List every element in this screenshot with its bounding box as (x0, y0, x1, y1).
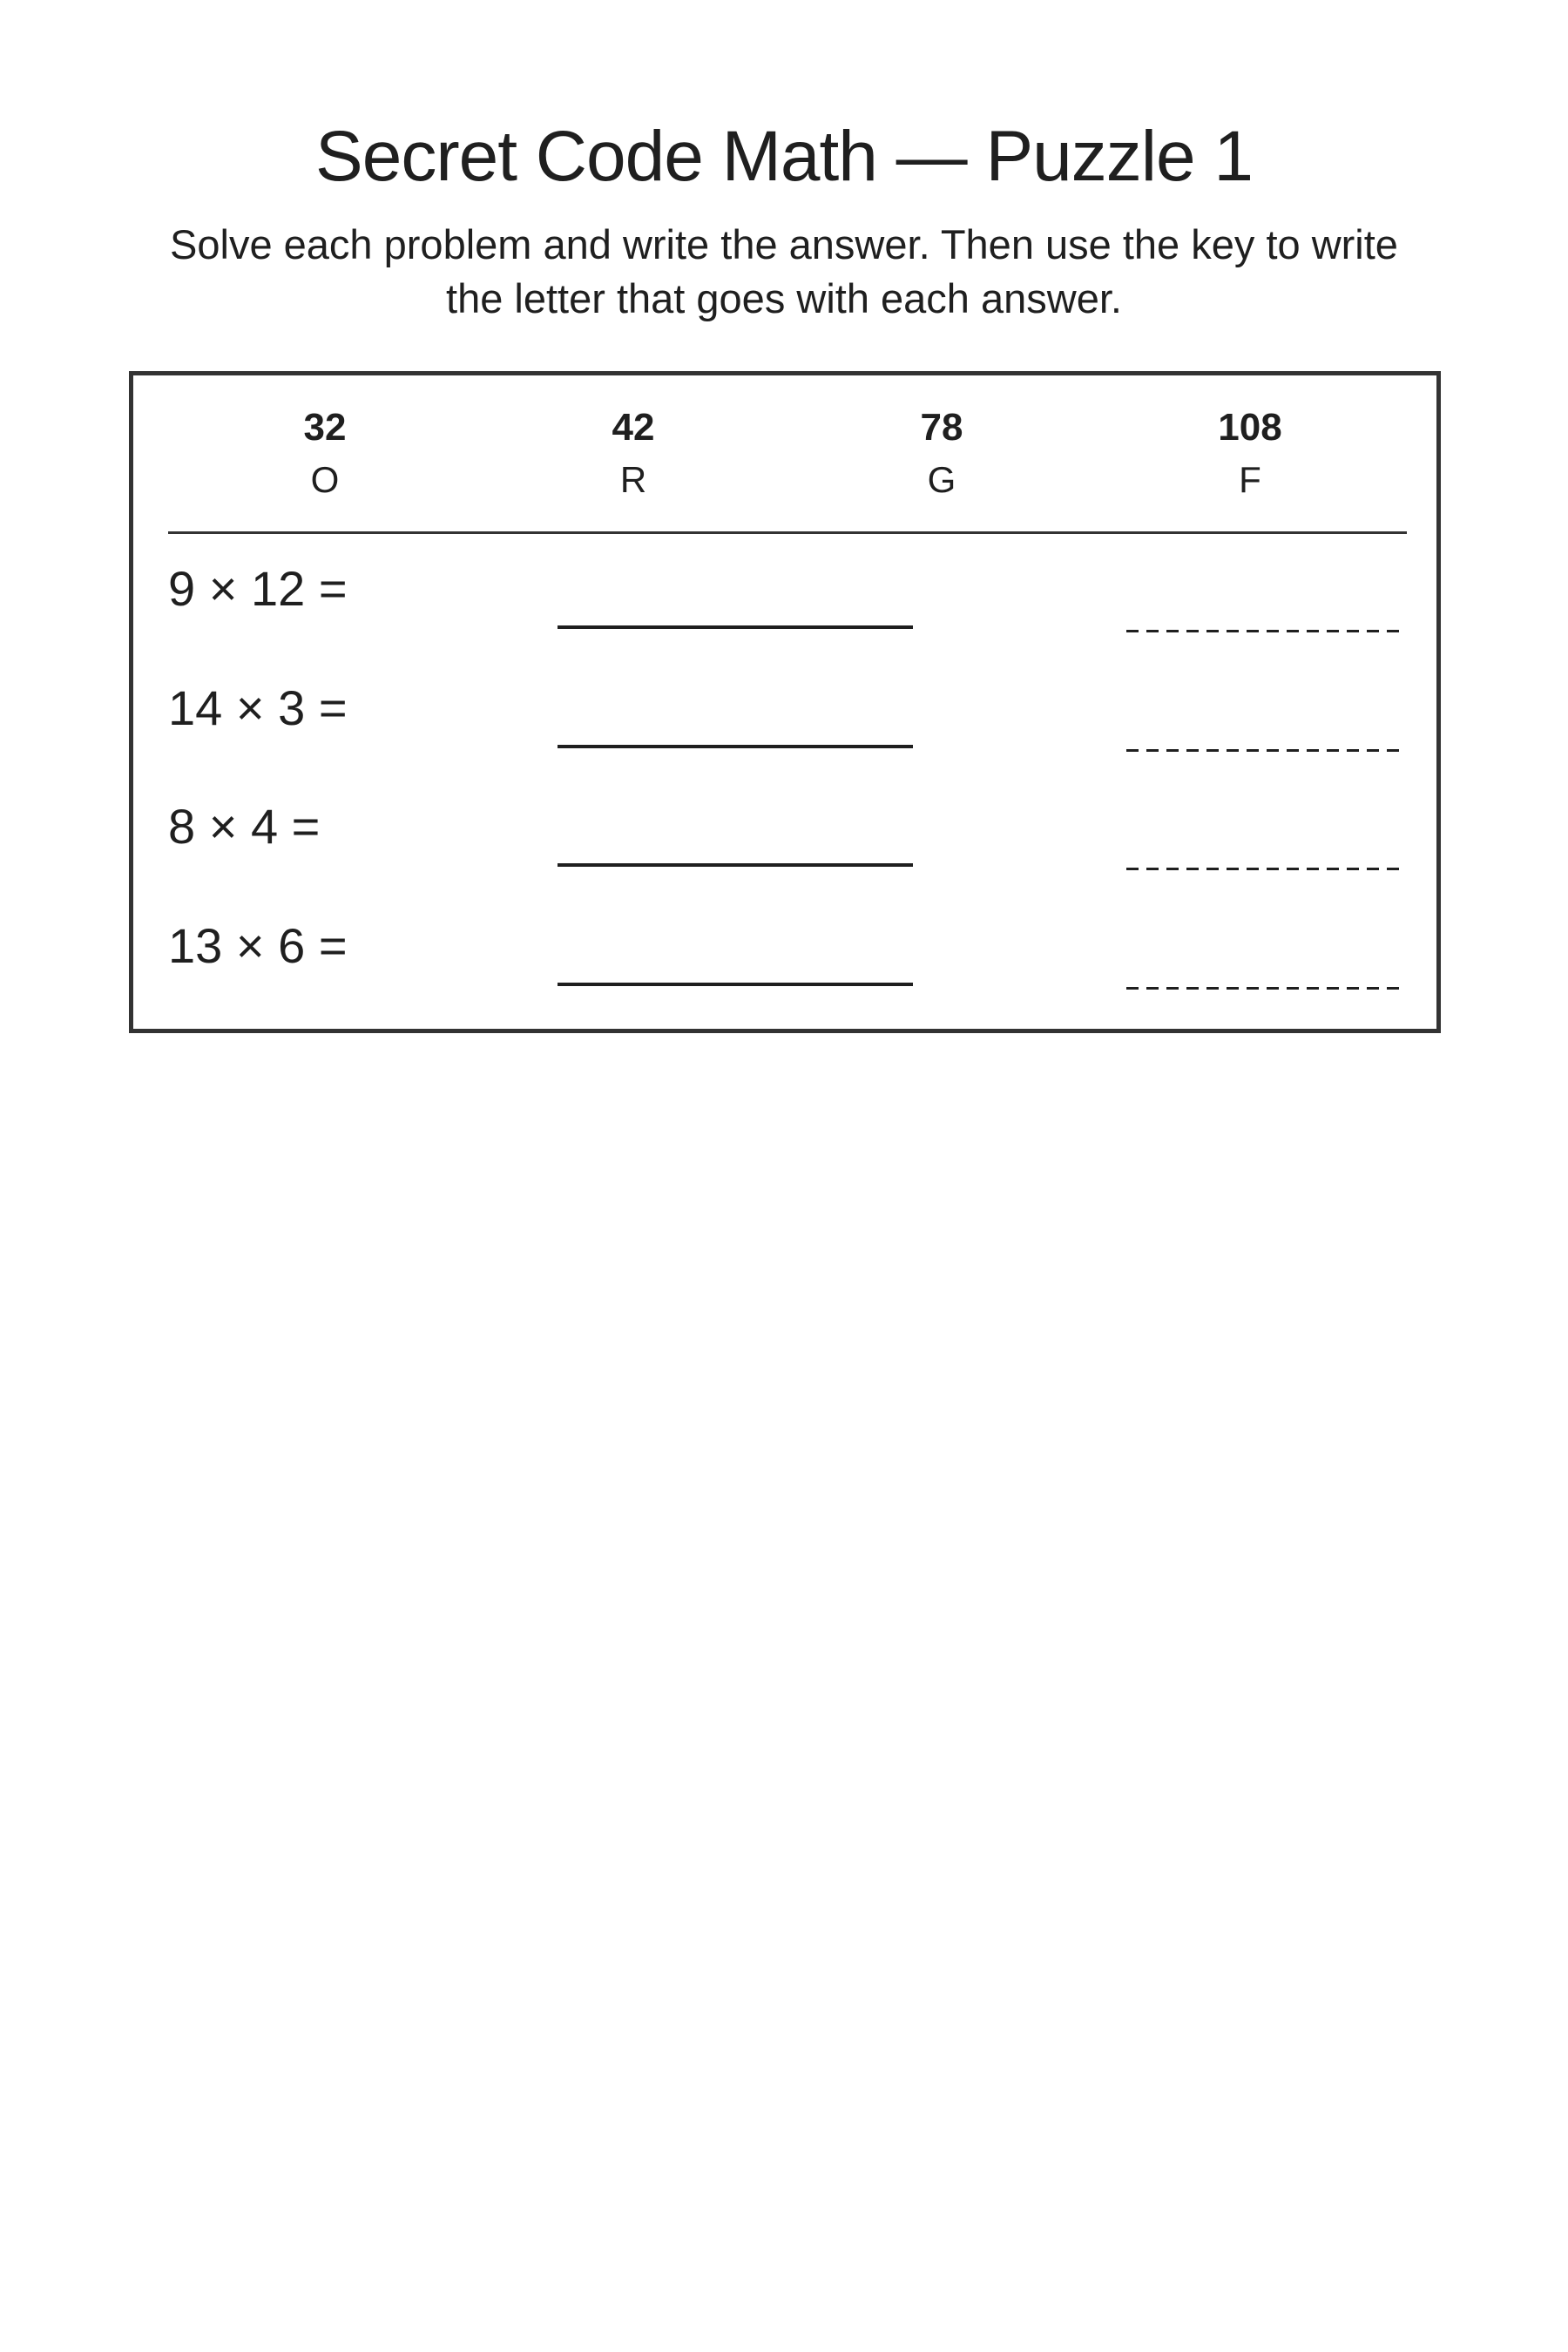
problem-row (133, 558, 1436, 663)
key-letter: F (1239, 459, 1261, 500)
code-key (133, 402, 1436, 515)
key-entry (220, 402, 429, 506)
key-number: 32 (303, 406, 347, 449)
key-letter: O (310, 459, 340, 500)
problem-text: 13 × 6 = (168, 918, 348, 973)
letter-blank[interactable] (1126, 868, 1405, 870)
key-divider (168, 531, 1407, 534)
page-title: Secret Code Math — Puzzle 1 (315, 117, 1253, 196)
letter-blank[interactable] (1126, 630, 1405, 632)
answer-blank[interactable] (558, 983, 913, 986)
key-entry (1146, 402, 1355, 506)
answer-blank[interactable] (558, 863, 913, 867)
letter-blank[interactable] (1126, 749, 1405, 752)
key-number: 78 (920, 406, 963, 449)
problem-text: 8 × 4 = (168, 799, 321, 854)
problem-row (133, 916, 1436, 1020)
problem-row (133, 796, 1436, 901)
key-number: 42 (612, 406, 655, 449)
problem-text: 14 × 3 = (168, 680, 348, 735)
answer-blank[interactable] (558, 745, 913, 748)
puzzle-box (129, 371, 1441, 1033)
problem-text: 9 × 12 = (168, 561, 348, 616)
key-entry (837, 402, 1046, 506)
key-number: 108 (1218, 406, 1282, 449)
problem-row (133, 678, 1436, 782)
letter-blank[interactable] (1126, 987, 1405, 990)
key-letter: G (927, 459, 956, 500)
instructions-text: Solve each problem and write the answer. Then use the key to write the letter that goes with each answer. (170, 221, 1398, 321)
key-letter: R (619, 459, 647, 500)
answer-blank[interactable] (558, 625, 913, 629)
key-entry (529, 402, 738, 506)
